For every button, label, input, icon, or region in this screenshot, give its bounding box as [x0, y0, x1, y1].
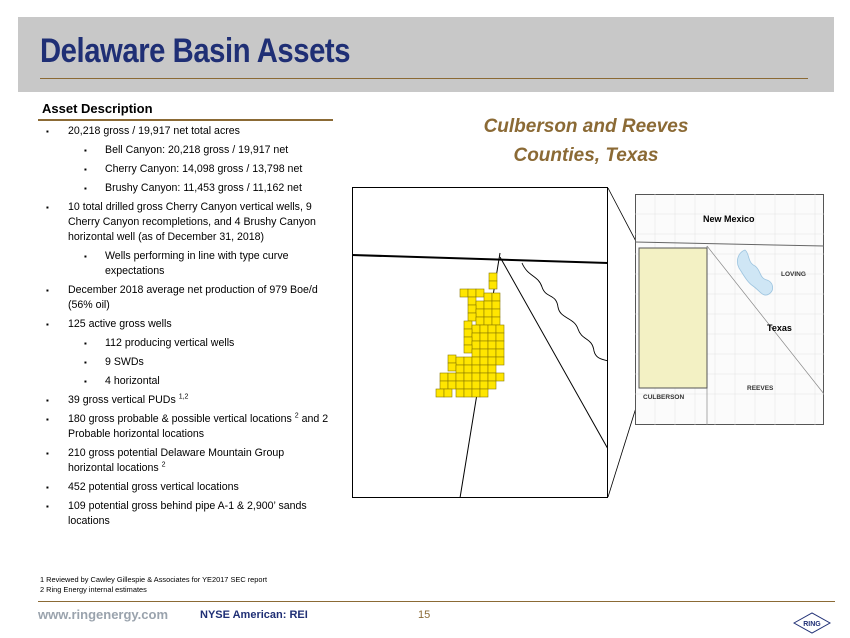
inset-label-new-mexico: New Mexico	[703, 214, 755, 224]
page-number: 15	[418, 609, 431, 621]
bullet-item	[42, 249, 332, 279]
bullet-item	[42, 200, 332, 245]
inset-label-loving: LOVING	[781, 271, 806, 278]
footnote-ref: 1,2	[178, 393, 189, 401]
bullet-marker: ▪	[84, 358, 87, 367]
footnote-ref: 2	[294, 412, 299, 420]
bullet-item	[42, 162, 332, 177]
bullet-item	[42, 412, 332, 442]
bullet-item	[42, 143, 332, 158]
bullet-item	[42, 355, 332, 370]
asset-bullet-list	[42, 124, 332, 533]
bullet-marker: ▪	[46, 286, 49, 295]
locator-inset-map	[635, 194, 824, 425]
bullet-marker: ▪	[84, 184, 87, 193]
inset-label-reeves: REEVES	[747, 385, 774, 392]
bullet-marker: ▪	[84, 377, 87, 386]
bullet-item	[42, 181, 332, 196]
bullet-item	[42, 393, 332, 408]
bullet-item	[42, 336, 332, 351]
inset-label-culberson: CULBERSON	[643, 394, 685, 401]
bullet-marker: ▪	[84, 146, 87, 155]
ring-energy-logo	[793, 612, 831, 634]
title-divider	[40, 78, 808, 79]
bullet-marker: ▪	[46, 396, 49, 405]
bullet-text: 109 potential gross behind pipe A-1 & 2,900’ sands locations	[68, 500, 307, 527]
bullet-text: Brushy Canyon: 11,453 gross / 11,162 net	[105, 182, 302, 194]
bullet-marker: ▪	[46, 483, 49, 492]
footer-website-link[interactable]: www.ringenergy.com	[38, 607, 169, 622]
logo-text: RING	[803, 621, 821, 628]
bullet-text: December 2018 average net production of 979 Boe/d (56% oil)	[68, 284, 318, 311]
bullet-text: 125 active gross wells	[68, 318, 172, 330]
page-title: Delaware Basin Assets	[40, 32, 351, 70]
bullet-marker: ▪	[46, 449, 49, 458]
bullet-text: 20,218 gross / 19,917 net total acres	[68, 125, 240, 137]
bullet-marker: ▪	[46, 502, 49, 511]
asset-description-divider	[38, 119, 333, 121]
bullet-text-continued: and 2 Probable horizontal locations	[68, 413, 329, 440]
bullet-marker: ▪	[46, 415, 49, 424]
bullet-marker: ▪	[84, 252, 87, 261]
footer-divider	[38, 601, 835, 602]
bullet-item	[42, 317, 332, 332]
footer-exchange-ticker: NYSE American: REI	[200, 609, 308, 621]
bullet-item	[42, 374, 332, 389]
bullet-text: 112 producing vertical wells	[105, 337, 235, 349]
bullet-marker: ▪	[46, 320, 49, 329]
footnote-2: 2 Ring Energy internal estimates	[40, 585, 147, 594]
footnote-ref: 2	[161, 461, 166, 469]
bullet-text: 452 potential gross vertical locations	[68, 481, 239, 493]
bullet-marker: ▪	[84, 339, 87, 348]
bullet-text: 210 gross potential Delaware Mountain Group horizontal locations	[68, 447, 285, 474]
bullet-text: Bell Canyon: 20,218 gross / 19,917 net	[105, 144, 289, 156]
footnote-1: 1 Reviewed by Cawley Gillespie & Associates for YE2017 SEC report	[40, 575, 268, 584]
bullet-marker: ▪	[46, 127, 49, 136]
bullet-marker: ▪	[46, 203, 49, 212]
map-title	[458, 112, 714, 170]
bullet-text: Wells performing in line with type curve expectations	[105, 250, 289, 277]
map-title-line-2: Counties, Texas	[513, 145, 659, 166]
acreage-map	[352, 187, 608, 498]
focus-area-box	[639, 248, 707, 388]
bullet-text: 10 total drilled gross Cherry Canyon vertical wells, 9 Cherry Canyon recompletions, and 4 Brushy Canyon horizontal well (as of December 31, 2018)	[68, 201, 316, 243]
bullet-text: 39 gross vertical PUDs	[68, 394, 176, 406]
bullet-text: 9 SWDs	[105, 356, 144, 368]
bullet-item	[42, 446, 332, 476]
map-title-line-1: Culberson and Reeves	[483, 116, 689, 137]
inset-label-texas: Texas	[767, 323, 792, 333]
bullet-item	[42, 283, 332, 313]
bullet-item	[42, 480, 332, 495]
bullet-item	[42, 499, 332, 529]
bullet-item	[42, 124, 332, 139]
bullet-text: 4 horizontal	[105, 375, 160, 387]
bullet-text: 180 gross probable & possible vertical locations	[68, 413, 292, 425]
bullet-marker: ▪	[84, 165, 87, 174]
footnotes	[40, 575, 267, 595]
asset-description-heading: Asset Description	[42, 101, 153, 116]
bullet-text: Cherry Canyon: 14,098 gross / 13,798 net	[105, 163, 303, 175]
